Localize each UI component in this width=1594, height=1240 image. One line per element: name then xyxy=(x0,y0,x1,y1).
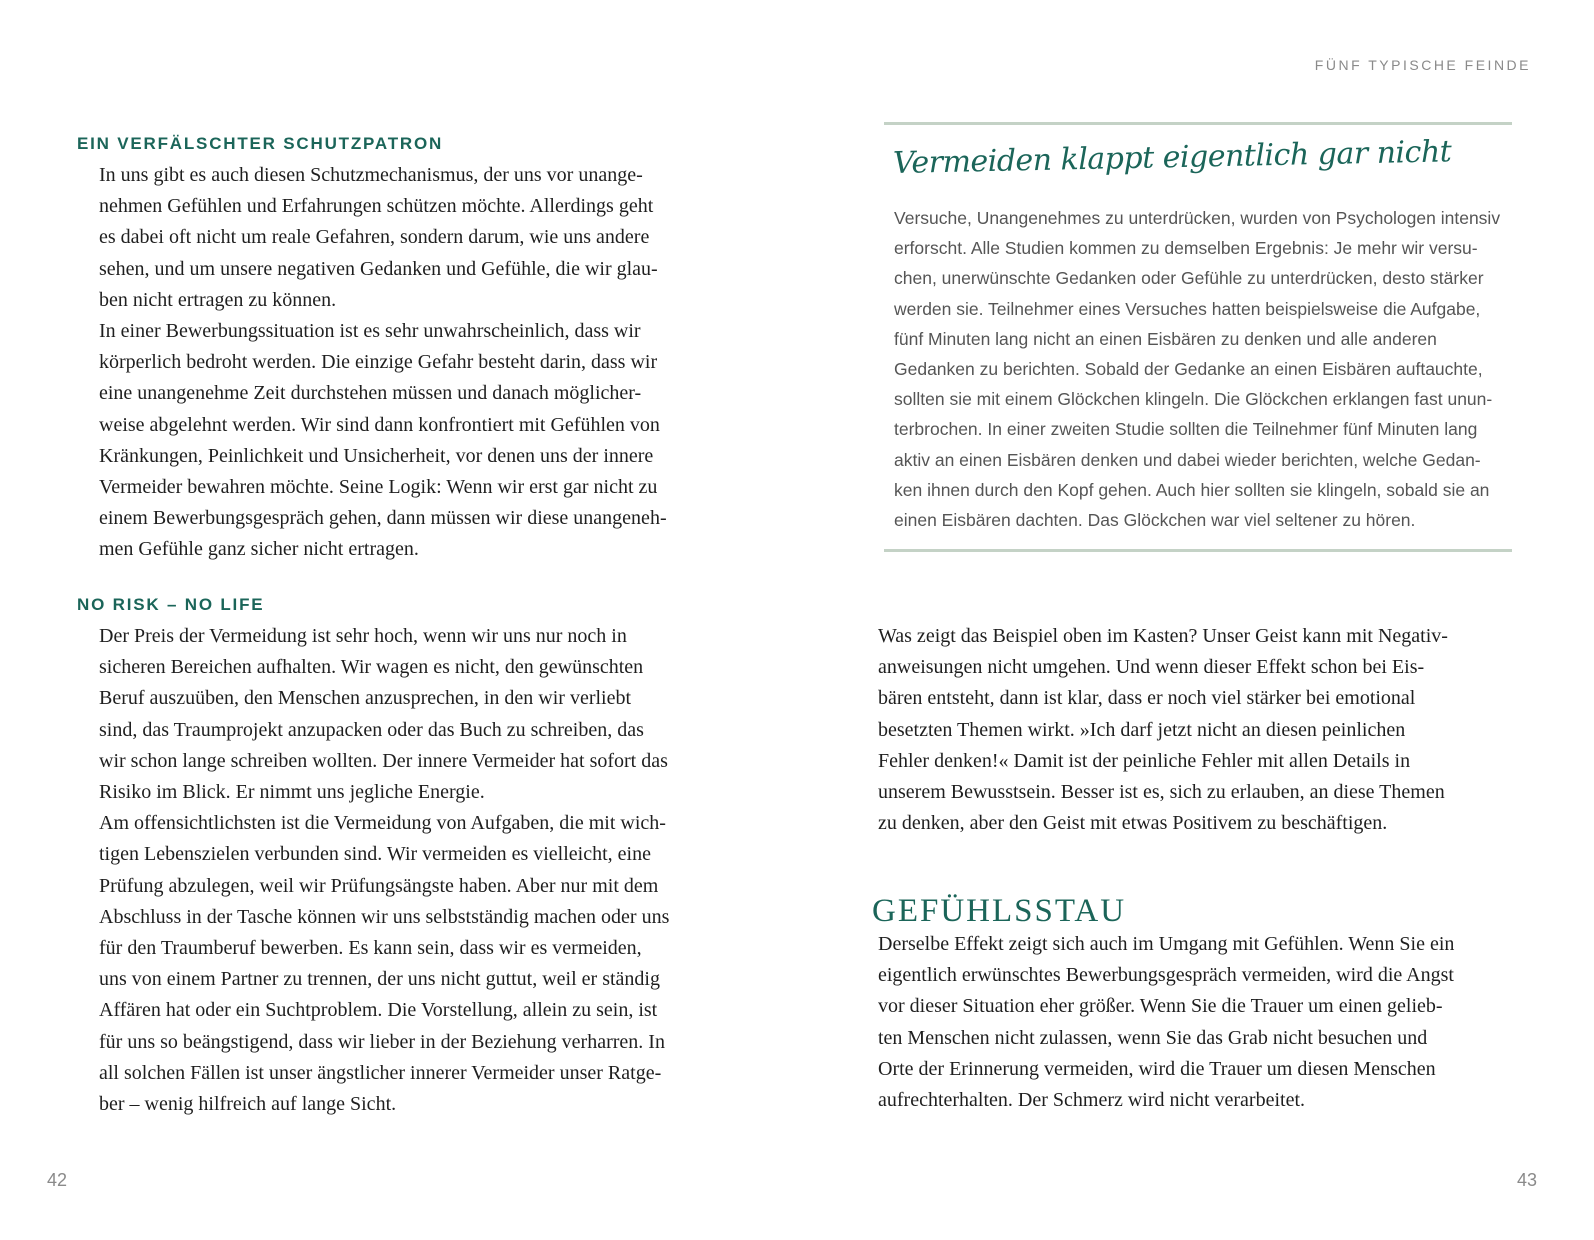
text-line: sehen, und um unsere negativen Gedanken und Gefühle, die wir glau- xyxy=(99,257,658,280)
text-line: anweisungen nicht umgehen. Und wenn dieser Effekt schon bei Eis- xyxy=(878,656,1425,679)
paragraph-gefuehlsstau xyxy=(878,929,1454,1116)
box-title: Vermeiden klappt eigentlich gar nicht xyxy=(892,134,1452,181)
text-line: ben nicht ertragen zu können. xyxy=(99,288,337,311)
paragraph-schutzpatron xyxy=(99,160,667,566)
text-line: Was zeigt das Beispiel oben im Kasten? Unser Geist kann mit Negativ- xyxy=(878,625,1448,647)
box-line: terbrochen. In einer zweiten Studie sollten die Teilnehmer fünf Minuten lang xyxy=(894,419,1478,440)
text-line: für den Traumberuf bewerben. Es kann sein, dass wir es vermeiden, xyxy=(99,937,642,960)
text-line: Der Preis der Vermeidung ist sehr hoch, wenn wir uns nur noch in xyxy=(99,625,627,647)
text-line: In uns gibt es auch diesen Schutzmechanismus, der uns vor unange- xyxy=(99,164,643,186)
text-line: besetzten Themen wirkt. »Ich darf jetzt nicht an diesen peinlichen xyxy=(878,718,1406,741)
text-line: In einer Bewerbungssituation ist es sehr unwahrscheinlich, dass wir xyxy=(99,320,641,343)
text-line: sind, das Traumprojekt anzupacken oder das Buch zu schreiben, das xyxy=(99,718,644,741)
text-line: ber – wenig hilfreich auf lange Sicht. xyxy=(99,1093,397,1116)
box-line: ken ihnen durch den Kopf gehen. Auch hier sollten sie klingeln, sobald sie an xyxy=(894,479,1490,500)
text-line: tigen Lebenszielen verbunden sind. Wir vermeiden es vielleicht, eine xyxy=(99,843,651,866)
box-line: Versuche, Unangenehmes zu unterdrücken, wurden von Psychologen intensiv xyxy=(894,208,1501,228)
paragraph-no-risk xyxy=(99,621,669,1120)
text-line: Abschluss in der Tasche können wir uns selbstständig machen oder uns xyxy=(99,905,670,928)
text-line: all solchen Fällen ist unser ängstlicher innerer Vermeider unser Ratge- xyxy=(99,1061,662,1084)
text-line: uns von einem Partner zu trennen, der uns nicht guttut, weil er ständig xyxy=(99,968,660,991)
page-number-left: 42 xyxy=(47,1170,68,1190)
text-line: Fehler denken!« Damit ist der peinliche Fehler mit allen Details in xyxy=(878,749,1411,772)
text-line: Am offensichtlichsten ist die Vermeidung von Aufgaben, die mit wich- xyxy=(99,812,666,835)
text-line: es dabei oft nicht um reale Gefahren, sondern darum, wie uns andere xyxy=(99,226,650,249)
text-line: weise abgelehnt werden. Wir sind dann konfrontiert mit Gefühlen von xyxy=(99,413,660,436)
text-line: Risiko im Blick. Er nimmt uns jegliche Energie. xyxy=(99,781,485,804)
text-line: nehmen Gefühlen und Erfahrungen schützen möchte. Allerdings geht xyxy=(99,195,654,218)
box-line: chen, unerwünschte Gedanken oder Gefühle zu unterdrücken, desto stärker xyxy=(894,268,1484,289)
box-line: werden sie. Teilnehmer eines Versuches hatten beispielsweise die Aufgabe, xyxy=(894,298,1481,319)
page-number-right: 43 xyxy=(1516,1170,1537,1190)
text-line: Prüfung abzulegen, weil wir Prüfungsängste haben. Aber nur mit dem xyxy=(99,874,659,897)
box-body xyxy=(894,203,1500,535)
text-line: bären entsteht, dann ist klar, dass er noch viel stärker bei emotional xyxy=(878,687,1416,710)
box-line: einen Eisbären dachten. Das Glöckchen war viel seltener zu hören. xyxy=(894,510,1416,531)
text-line: unserem Bewusstsein. Besser ist es, sich zu erlauben, an diese Themen xyxy=(878,781,1445,804)
text-line: vor dieser Situation eher größer. Wenn Sie die Trauer um einen gelieb- xyxy=(878,995,1443,1018)
text-line: Vermeider bewahren möchte. Seine Logik: Wenn wir erst gar nicht zu xyxy=(99,476,658,499)
chapter-heading-gefuehlsstau: GEFÜHLSSTAU xyxy=(872,893,1127,929)
text-line: men Gefühle ganz sicher nicht ertragen. xyxy=(99,538,419,561)
text-line: Orte der Erinnerung vermeiden, wird die Trauer um diesen Menschen xyxy=(878,1057,1436,1080)
section-heading-schutzpatron: EIN VERFÄLSCHTER SCHUTZPATRON xyxy=(77,134,444,153)
text-line: zu denken, aber den Geist mit etwas Positivem zu beschäftigen. xyxy=(878,812,1388,835)
box-line: aktiv an einen Eisbären denken und dabei wieder berichten, welche Gedan- xyxy=(894,449,1481,470)
text-line: einem Bewerbungsgespräch gehen, dann müssen wir diese unangeneh- xyxy=(99,507,667,530)
box-line: sollten sie mit einem Glöckchen klingeln. Die Glöckchen erklangen fast unun- xyxy=(894,389,1493,410)
text-line: Beruf auszuüben, den Menschen anzusprechen, in den wir verliebt xyxy=(99,687,632,710)
running-head: FÜNF TYPISCHE FEINDE xyxy=(1314,57,1531,73)
text-line: eigentlich erwünschtes Bewerbungsgespräch vermeiden, wird die Angst xyxy=(878,964,1454,987)
box-line: erforscht. Alle Studien kommen zu demselben Ergebnis: Je mehr wir versu- xyxy=(894,238,1478,259)
section-heading-no-risk: NO RISK – NO LIFE xyxy=(77,595,265,614)
text-line: Kränkungen, Peinlichkeit und Unsicherheit, vor denen uns der innere xyxy=(99,444,654,467)
text-line: für uns so beängstigend, dass wir lieber in der Beziehung verharren. In xyxy=(99,1030,665,1053)
text-line: sicheren Bereichen aufhalten. Wir wagen es nicht, den gewünschten xyxy=(99,656,644,679)
text-line: körperlich bedroht werden. Die einzige Gefahr besteht darin, dass wir xyxy=(99,351,658,374)
text-line: aufrechterhalten. Der Schmerz wird nicht verarbeitet. xyxy=(878,1089,1306,1112)
box-top-rule xyxy=(884,122,1512,125)
text-line: wir schon lange schreiben wollten. Der innere Vermeider hat sofort das xyxy=(99,749,668,772)
box-line: Gedanken zu berichten. Sobald der Gedanke an einen Eisbären auftauchte, xyxy=(894,359,1483,380)
box-bottom-rule xyxy=(884,549,1512,552)
text-line: ten Menschen nicht zulassen, wenn Sie das Grab nicht besuchen und xyxy=(878,1026,1428,1049)
text-line: Derselbe Effekt zeigt sich auch im Umgang mit Gefühlen. Wenn Sie ein xyxy=(878,933,1455,955)
paragraph-kasten xyxy=(878,621,1448,839)
text-line: eine unangenehme Zeit durchstehen müssen und danach möglicher- xyxy=(99,382,642,405)
box-line: fünf Minuten lang nicht an einen Eisbären zu denken und alle anderen xyxy=(894,328,1437,349)
text-line: Affären hat oder ein Suchtproblem. Die Vorstellung, allein zu sein, ist xyxy=(99,999,658,1022)
